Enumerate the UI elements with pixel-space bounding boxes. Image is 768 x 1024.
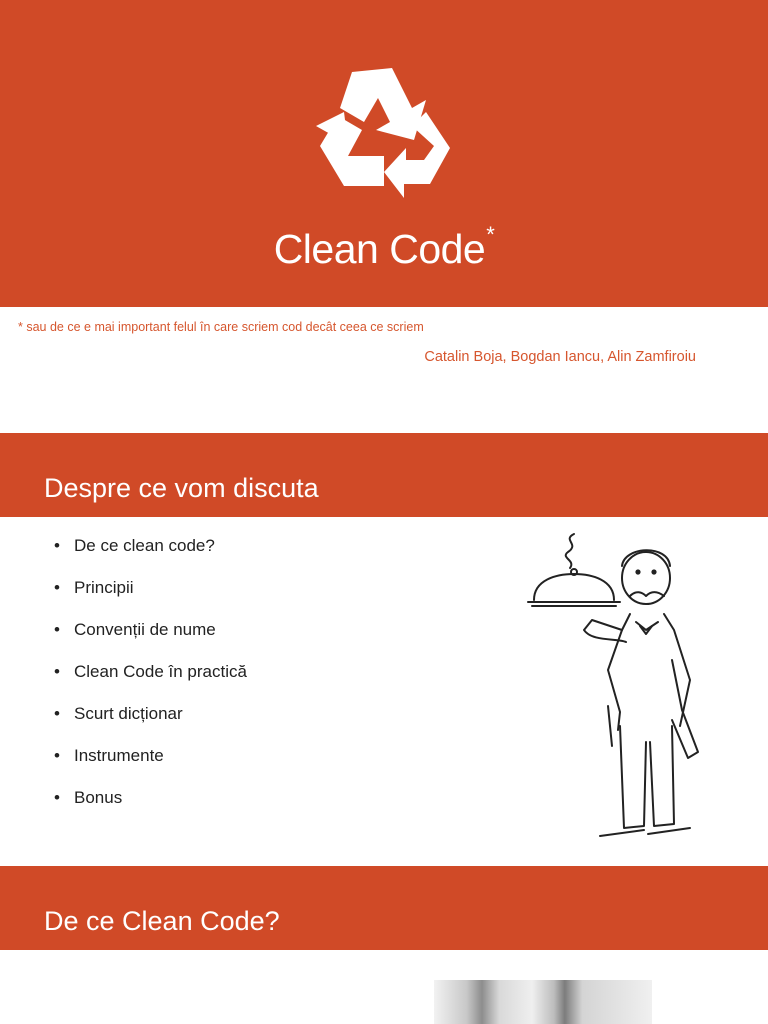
list-item (54, 620, 247, 662)
bullet: • (54, 536, 60, 555)
list-item (54, 578, 247, 620)
recycle-icon (314, 64, 454, 198)
list-item-text: Scurt dicționar (74, 704, 183, 723)
topic-list (54, 536, 247, 830)
section-heading-2: De ce Clean Code? (44, 906, 280, 936)
bullet: • (54, 788, 60, 807)
title-text: Clean Code (273, 226, 486, 272)
bullet: • (54, 620, 60, 639)
list-item-text: Clean Code în practică (74, 662, 247, 681)
subtitle: * sau de ce e mai important felul în care scriem cod decât ceea ce scriem (18, 320, 424, 334)
bullet: • (54, 704, 60, 723)
list-item (54, 704, 247, 746)
list-item (54, 662, 247, 704)
title-footnote-mark: * (486, 222, 495, 247)
list-item-text: Convenții de nume (74, 620, 216, 639)
photo-partial (434, 980, 652, 1024)
list-item (54, 788, 247, 830)
section-header (0, 433, 768, 517)
list-item-text: De ce clean code? (74, 536, 215, 555)
section-header-2 (0, 866, 768, 950)
list-item (54, 536, 247, 578)
bullet: • (54, 746, 60, 765)
list-item (54, 746, 247, 788)
waiter-illustration (522, 530, 714, 846)
section-heading: Despre ce vom discuta (44, 473, 319, 503)
title-slide (0, 0, 768, 307)
bullet: • (54, 578, 60, 597)
page-title (0, 222, 768, 273)
bullet: • (54, 662, 60, 681)
list-item-text: Instrumente (74, 746, 164, 765)
list-item-text: Principii (74, 578, 134, 597)
list-item-text: Bonus (74, 788, 123, 807)
authors: Catalin Boja, Bogdan Iancu, Alin Zamfiroiu (424, 349, 696, 365)
